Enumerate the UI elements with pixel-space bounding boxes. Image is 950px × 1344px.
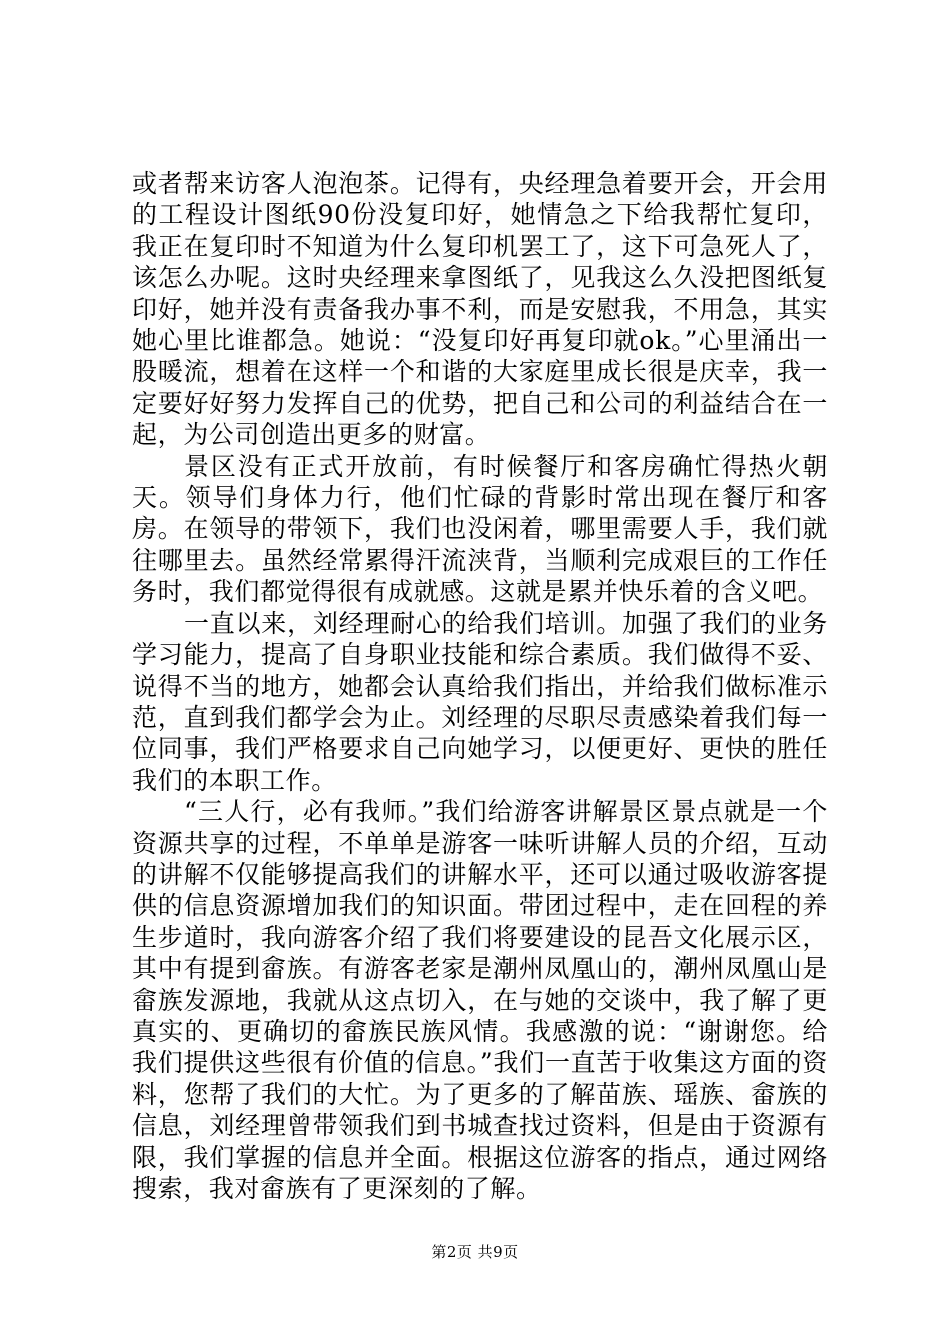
document-body: [132, 168, 828, 1204]
paragraph-4: “三人行，必有我师。”我们给游客讲解景区景点就是一个资源共享的过程，不单单是游客一味听讲解人员的介绍，互动的讲解不仅能够提高我们的讲解水平，还可以通过吸收游客提供的信息资源增加我们的知识面。带团过程中，走在回程的养生步道时，我向游客介绍了我们将要建设的昆吾文化展示区，其中有提到畲族。有游客老家是潮州凤凰山的，潮州凤凰山是畲族发源地，我就从这点切入，在与她的交谈中，我了解了更真实的、更确切的畲族民族风情。我感激的说：“谢谢您。给我们提供这些很有价值的信息。”我们一直苦于收集这方面的资料，您帮了我们的大忙。为了更多的了解苗族、瑶族、畲族的信息，刘经理曾带领我们到书城查找过资料，但是由于资源有限，我们掌握的信息并全面。根据这位游客的指点，通过网络搜索，我对畲族有了更深刻的了解。: [132, 797, 828, 1203]
paragraph-1: 或者帮来访客人泡泡茶。记得有，央经理急着要开会，开会用的工程设计图纸90份没复印好，她情急之下给我帮忙复印，我正在复印时不知道为什么复印机罢工了，这下可急死人了，该怎么办呢。这时央经理来拿图纸了，见我这么久没把图纸复印好，她并没有责备我办事不利，而是安慰我，不用急，其实她心里比谁都急。她说：“没复印好再复印就ok。”心里涌出一股暖流，想着在这样一个和谐的大家庭里成长很是庆幸，我一定要好好努力发挥自己的优势，把自己和公司的利益结合在一起，为公司创造出更多的财富。: [132, 169, 828, 450]
paragraph-3: 一直以来，刘经理耐心的给我们培训。加强了我们的业务学习能力，提高了自身职业技能和综合素质。我们做得不妥、说得不当的地方，她都会认真给我们指出，并给我们做标准示范，直到我们都学会为止。刘经理的尽职尽责感染着我们每一位同事，我们严格要求自己向她学习，以便更好、更快的胜任我们的本职工作。: [132, 608, 828, 795]
paragraph-2: 景区没有正式开放前，有时候餐厅和客房确忙得热火朝天。领导们身体力行，他们忙碌的背影时常出现在餐厅和客房。在领导的带领下，我们也没闲着，哪里需要人手，我们就往哪里去。虽然经常累得汗流浃背，当顺利完成艰巨的工作任务时，我们都觉得很有成就感。这就是累并快乐着的含义吧。: [132, 451, 828, 607]
page-footer: 第2页 共9页: [431, 1243, 519, 1261]
